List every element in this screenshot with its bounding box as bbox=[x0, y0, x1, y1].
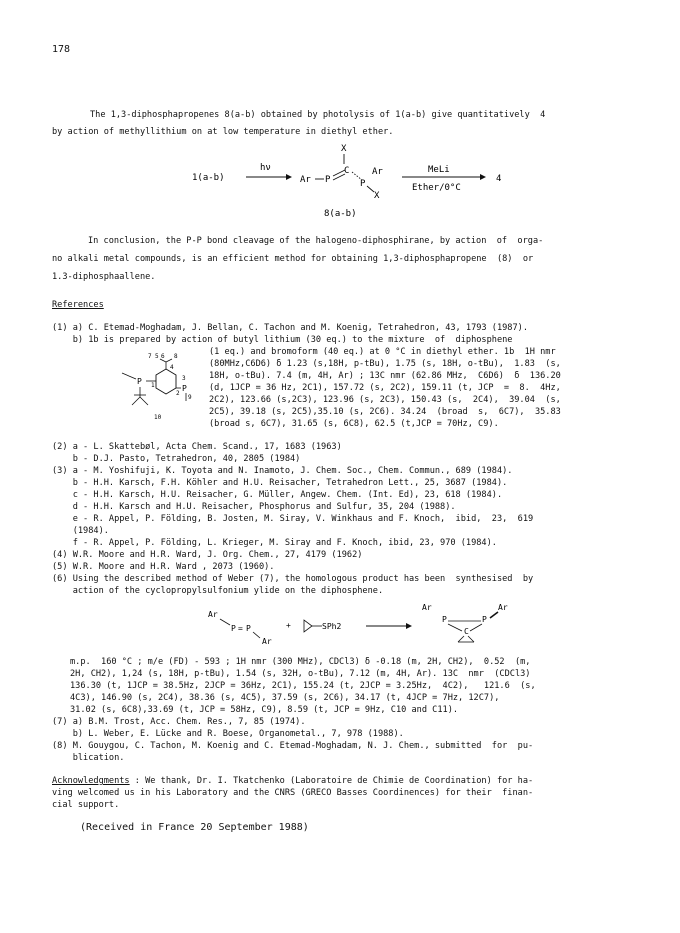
ref6-data-5: 31.02 (s, 6C8),33.69 (t, JCP = 58Hz, C9), 8.59 (t, JCP = 9Hz, C10 and C11). bbox=[70, 705, 459, 715]
struct-n7: 7 bbox=[148, 353, 152, 360]
aryl-ring bbox=[156, 369, 176, 394]
scheme1-reagent: MeLi bbox=[428, 165, 450, 175]
scheme2-ar1: Ar bbox=[208, 610, 218, 619]
ref-line-6b: action of the cyclopropylsulfonium ylide on the diphosphene. bbox=[52, 586, 384, 596]
references-heading: References bbox=[52, 300, 104, 310]
ref-line-2b: b - D.J. Pasto, Tetrahedron, 40, 2805 (1984) bbox=[52, 454, 301, 464]
struct-n3: 3 bbox=[182, 375, 186, 382]
scheme1-x-bottom: X bbox=[374, 191, 380, 201]
ref6-data-3: 136.30 (t, 1JCP = 38.5Hz, 2JCP = 36Hz, 2C1), 155.24 (t, 2JCP = 3.25Hz, 4C2), 121.6 (s, bbox=[70, 681, 536, 691]
conclusion-line-3: 1.3-diphosphaallene. bbox=[52, 272, 156, 282]
ref-line-2a: (2) a - L. Skattebøl, Acta Chem. Scand., 17, 1683 (1963) bbox=[52, 442, 342, 452]
intro-line-2: by action of methyllithium on at low temperature in diethyl ether. bbox=[52, 127, 394, 137]
scheme1-compound-label: 8(a-b) bbox=[324, 209, 357, 219]
ref-1b-wrap-5: 2C2), 123.66 (s,2C3), 123.96 (s, 2C3), 150.43 (s, 2C4), 39.04 (s, bbox=[209, 395, 561, 405]
struct-n8: 8 bbox=[174, 353, 178, 360]
ref-1a: (1) a) C. Etemad-Moghadam, J. Bellan, C. Tachon and M. Koenig, Tetrahedron, 43, 1793 (1987). bbox=[52, 323, 528, 333]
ref-1b-wrap-1: (1 eq.) and bromoform (40 eq.) at 0 °C in diethyl ether. 1b 1H nmr bbox=[209, 347, 556, 357]
reaction-scheme-2 bbox=[200, 598, 540, 652]
scheme2-ar2: Ar bbox=[262, 637, 272, 646]
ref-line-8b: blication. bbox=[52, 753, 125, 763]
ref-line-6a: (6) Using the described method of Weber (7), the homologous product has been synthesised by bbox=[52, 574, 534, 584]
scheme1-hv: hν bbox=[260, 163, 271, 173]
ref-line-5: (5) W.R. Moore and H.R. Ward , 2073 (1960). bbox=[52, 562, 275, 572]
acknowledgements-line-3: cial support. bbox=[52, 800, 120, 810]
scheme2-plus: + bbox=[286, 621, 291, 630]
acknowledgements-heading: Acknowledgments bbox=[52, 776, 130, 786]
acknowledgements-line-1 bbox=[52, 776, 533, 787]
bond-ar1-p1 bbox=[220, 619, 230, 625]
ref-line-3e: e - R. Appel, P. Földing, B. Josten, M. Siray, V. Winkhaus and F. Knoch, ibid, 23, 619 bbox=[52, 514, 534, 524]
ref-line-3d: d - H.H. Karsch and H.U. Reisacher, Phosphorus and Sulfur, 35, 204 (1988). bbox=[52, 502, 456, 512]
arrow-3-head bbox=[406, 623, 412, 629]
struct-n10: 10 bbox=[154, 414, 162, 421]
ref-line-4: (4) W.R. Moore and H.R. Ward, J. Org. Chem., 27, 4179 (1962) bbox=[52, 550, 363, 560]
arrow-2-head bbox=[480, 174, 486, 180]
conclusion-line-1: In conclusion, the P-P bond cleavage of the halogeno-diphosphirane, by action of orga- bbox=[88, 236, 544, 246]
struct-n4: 4 bbox=[170, 364, 174, 371]
bond-c-me2 bbox=[140, 397, 148, 405]
ref-1b-wrap-6: 2C5), 39.18 (s, 2C5),35.10 (s, 2C6). 34.24 (broad s, 6C7), 35.83 bbox=[209, 407, 561, 417]
reaction-scheme-1 bbox=[180, 142, 510, 234]
bond-p4-ar4 bbox=[490, 612, 498, 618]
scheme1-p2: P bbox=[360, 179, 366, 189]
scheme2-c: C bbox=[464, 627, 469, 636]
scheme1-ar-left: Ar bbox=[300, 175, 311, 185]
ref-1b: b) 1b is prepared by action of butyl lithium (30 eq.) to the mixture of diphosphene bbox=[52, 335, 513, 345]
scheme1-product: 4 bbox=[496, 174, 502, 184]
ref-line-8a: (8) M. Gouygou, C. Tachon, M. Koenig and C. Etemad-Moghadam, N. J. Chem., submitted for pu- bbox=[52, 741, 534, 751]
acknowledgements-line-2: ving welcomed us in his Laboratory and the CNRS (GRECO Basses Coordinences) for their finan- bbox=[52, 788, 534, 798]
bond-p4-c bbox=[470, 624, 482, 631]
arrow-1-head bbox=[286, 174, 292, 180]
struct-n9: 9 bbox=[188, 394, 192, 401]
cyclopropane-ring bbox=[304, 620, 312, 632]
ref-1b-wrap-4: (d, 1JCP = 36 Hz, 2C1), 157.72 (s, 2C2), 159.11 (t, JCP = 8. 4Hz, bbox=[209, 383, 561, 393]
bond-tbu-b bbox=[166, 359, 172, 362]
ref6-data-4: 4C3), 146.90 (s, 2C4), 38.36 (s, 4C5), 37.59 (s, 2C6), 34.17 (t, 4JCP = 7Hz, 12C7), bbox=[70, 693, 500, 703]
scheme2-eq: = bbox=[238, 624, 243, 633]
page-number: 178 bbox=[52, 44, 71, 55]
ref-line-3b: b - H.H. Karsch, F.H. Köhler and H.U. Reisacher, Tetrahedron Lett., 25, 3687 (1984). bbox=[52, 478, 508, 488]
bond-c-ring-a bbox=[458, 636, 464, 642]
bond-p-x bbox=[367, 186, 374, 192]
ref-1b-wrap-3: 18H, o-tBu). 7.4 (m, 4H, Ar) ; 13C nmr (62.86 MHz, C6D6) δ 136.20 bbox=[209, 371, 561, 381]
ref-line-3f: f - R. Appel, P. Földing, L. Krieger, M. Siray and F. Knoch, ibid, 23, 970 (1984). bbox=[52, 538, 497, 548]
scheme2-p1: P bbox=[231, 624, 236, 633]
scheme2-p4: P bbox=[482, 615, 487, 624]
scheme1-ar-right: Ar bbox=[372, 167, 383, 177]
struct-p-right: P bbox=[182, 384, 187, 393]
scheme2-ar4: Ar bbox=[498, 603, 508, 612]
structure-1b bbox=[118, 343, 210, 431]
ref-line-3e-cont: (1984). bbox=[52, 526, 109, 536]
received-date: (Received in France 20 September 1988) bbox=[80, 822, 309, 833]
scheme2-sph2: SPh2 bbox=[322, 622, 342, 631]
acknowledgements-text-1: : We thank, Dr. I. Tkatchenko (Laboratoire de Chimie de Coordination) for ha- bbox=[129, 776, 534, 786]
ref-1b-wrap-2: (80MHz,C6D6) δ 1.23 (s,18H, p-tBu), 1.75 (s, 18H, o-tBu), 1.83 (s, bbox=[209, 359, 561, 369]
ref-line-7b: b) L. Weber, E. Lücke and R. Boese, Organometal., 7, 978 (1988). bbox=[52, 729, 404, 739]
conclusion-line-2: no alkali metal compounds, is an efficient method for obtaining 1,3-diphosphapropene (8) or bbox=[52, 254, 534, 264]
bond-c-ring-b bbox=[468, 636, 474, 642]
scheme1-start: 1(a-b) bbox=[192, 173, 225, 183]
scheme2-p2: P bbox=[246, 624, 251, 633]
intro-line-1: The 1,3-diphosphapropenes 8(a-b) obtained by photolysis of 1(a-b) give quantitatively 4 bbox=[90, 110, 546, 120]
scheme1-p1: P bbox=[325, 175, 331, 185]
ref6-data-2: 2H, CH2), 1,24 (s, 18H, p-tBu), 1.54 (s, 32H, o-tBu), 7.12 (m, 4H, Ar). 13C nmr (CDCl3) bbox=[70, 669, 531, 679]
struct-n6: 6 bbox=[161, 353, 165, 360]
bond-c-me1 bbox=[132, 397, 140, 405]
scheme1-c: C bbox=[344, 166, 350, 176]
struct-n1: 1 bbox=[151, 382, 155, 389]
ref-line-7a: (7) a) B.M. Trost, Acc. Chem. Res., 7, 85 (1974). bbox=[52, 717, 306, 727]
bond-p3-c bbox=[448, 624, 462, 631]
struct-n5: 5 bbox=[155, 353, 159, 360]
ref6-data-1: m.p. 160 °C ; m/e (FD) - 593 ; 1H nmr (300 MHz), CDCl3) δ -0.18 (m, 2H, CH2), 0.52 (m, bbox=[70, 657, 531, 667]
scheme1-x-top: X bbox=[341, 144, 347, 154]
struct-p-left: P bbox=[137, 377, 142, 386]
ref-line-3c: c - H.H. Karsch, H.U. Reisacher, G. Müller, Angew. Chem. (Int. Ed), 23, 618 (1984). bbox=[52, 490, 503, 500]
struct-n2: 2 bbox=[176, 390, 180, 397]
scheme2-p3: P bbox=[442, 615, 447, 624]
ref-1b-wrap-7: (broad s, 6C7), 31.65 (s, 6C8), 62.5 (t,JCP = 70Hz, C9). bbox=[209, 419, 499, 429]
bond-p2-ar2 bbox=[253, 632, 260, 638]
ref-line-3a: (3) a - M. Yoshifuji, K. Toyota and N. Inamoto, J. Chem. Soc., Chem. Commun., 689 (1984). bbox=[52, 466, 513, 476]
bond-p-ext bbox=[122, 373, 136, 379]
scheme2-ar3: Ar bbox=[422, 603, 432, 612]
scheme1-conditions: Ether/0°C bbox=[412, 183, 461, 193]
